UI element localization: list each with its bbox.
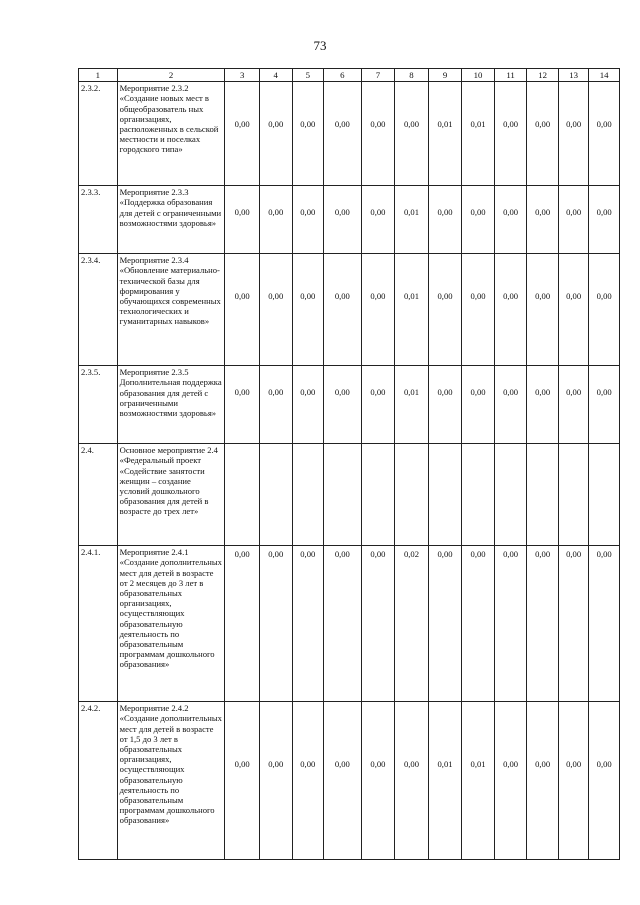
value-cell: [225, 546, 260, 702]
value-cell: [324, 366, 362, 444]
cell-value: 0,00: [535, 119, 551, 130]
value-cell: [292, 444, 324, 546]
cell-value: 0,00: [370, 549, 386, 560]
cell-value: 0,00: [470, 291, 486, 302]
table-row: [79, 444, 620, 546]
value-cell: [558, 546, 589, 702]
value-cell: [428, 444, 462, 546]
cell-value: 0,00: [403, 759, 419, 770]
table-row: [79, 546, 620, 702]
value-cell: [259, 186, 292, 254]
column-header: 4: [259, 69, 292, 82]
table-row: [79, 186, 620, 254]
cell-value: 0,02: [403, 549, 419, 560]
cell-value: 0,00: [535, 549, 551, 560]
column-header: 14: [589, 69, 620, 82]
value-cell: [428, 254, 462, 366]
column-header: 10: [462, 69, 495, 82]
cell-value: 0,00: [437, 291, 453, 302]
value-cell: [428, 82, 462, 186]
header-row: [79, 69, 620, 82]
row-code: 2.4.2.: [79, 702, 118, 860]
value-cell: [361, 186, 395, 254]
cell-value: 0,00: [535, 207, 551, 218]
value-cell: [292, 254, 324, 366]
cell-value: 0,00: [334, 291, 350, 302]
cell-value: 0,00: [234, 549, 250, 560]
row-code: 2.3.4.: [79, 254, 118, 366]
value-cell: [395, 254, 429, 366]
value-cell: [259, 82, 292, 186]
value-cell: [589, 254, 620, 366]
cell-value: 0,00: [470, 549, 486, 560]
column-header: 8: [395, 69, 429, 82]
value-cell: [324, 702, 362, 860]
value-cell: [361, 82, 395, 186]
cell-value: 0,00: [370, 291, 386, 302]
cell-value: 0,00: [437, 387, 453, 398]
cell-value: 0,00: [370, 207, 386, 218]
value-cell: [395, 546, 429, 702]
cell-value: 0,00: [535, 759, 551, 770]
value-cell: [589, 186, 620, 254]
value-cell: [292, 82, 324, 186]
cell-value: 0,00: [300, 759, 316, 770]
value-cell: [527, 702, 559, 860]
table-body: [79, 82, 620, 860]
value-cell: [292, 366, 324, 444]
value-cell: [589, 546, 620, 702]
cell-value: 0,00: [300, 291, 316, 302]
value-cell: [462, 254, 495, 366]
column-header: 5: [292, 69, 324, 82]
value-cell: [259, 366, 292, 444]
cell-value: 0,01: [403, 291, 419, 302]
value-cell: [292, 546, 324, 702]
value-cell: [225, 186, 260, 254]
value-cell: [558, 366, 589, 444]
value-cell: [462, 702, 495, 860]
value-cell: [324, 444, 362, 546]
column-header: 2: [117, 69, 225, 82]
row-title: Мероприятие 2.3.5 Дополнительная поддержка образования для детей с ограниченными возможностями здоровья»: [117, 366, 225, 444]
cell-value: 0,00: [234, 387, 250, 398]
value-cell: [225, 702, 260, 860]
cell-value: 0,00: [535, 291, 551, 302]
value-cell: [558, 186, 589, 254]
column-header: 3: [225, 69, 260, 82]
row-code: 2.4.1.: [79, 546, 118, 702]
cell-value: 0,00: [334, 387, 350, 398]
value-cell: [589, 444, 620, 546]
value-cell: [324, 546, 362, 702]
cell-value: 0,00: [566, 549, 582, 560]
row-title: Мероприятие 2.4.2 «Создание дополнительных мест для детей в возрасте от 1,5 до 3 лет в образовательных организациях, осуществляющих образовательную деятельность по образовательным программам дошкольного образования»: [117, 702, 225, 860]
value-cell: [558, 254, 589, 366]
page-number: 73: [313, 38, 327, 53]
cell-value: 0,00: [535, 387, 551, 398]
cell-value: 0,00: [566, 291, 582, 302]
cell-value: 0,00: [596, 119, 612, 130]
row-code: 2.4.: [79, 444, 118, 546]
cell-value: 0,00: [566, 759, 582, 770]
value-cell: [494, 82, 527, 186]
value-cell: [395, 82, 429, 186]
cell-value: 0,00: [470, 207, 486, 218]
cell-value: 0,01: [403, 387, 419, 398]
value-cell: [462, 546, 495, 702]
column-header: 12: [527, 69, 559, 82]
row-code: 2.3.2.: [79, 82, 118, 186]
cell-value: 0,00: [300, 549, 316, 560]
cell-value: 0,01: [470, 759, 486, 770]
value-cell: [494, 186, 527, 254]
cell-value: 0,00: [503, 387, 519, 398]
cell-value: 0,00: [300, 207, 316, 218]
cell-value: 0,00: [566, 387, 582, 398]
cell-value: 0,00: [234, 207, 250, 218]
value-cell: [225, 82, 260, 186]
value-cell: [494, 366, 527, 444]
cell-value: 0,00: [268, 549, 284, 560]
cell-value: 0,00: [334, 549, 350, 560]
cell-value: 0,00: [503, 119, 519, 130]
value-cell: [225, 366, 260, 444]
value-cell: [558, 444, 589, 546]
cell-value: 0,00: [234, 119, 250, 130]
data-table: [78, 68, 620, 860]
value-cell: [395, 186, 429, 254]
value-cell: [395, 444, 429, 546]
value-cell: [558, 82, 589, 186]
value-cell: [361, 366, 395, 444]
value-cell: [259, 546, 292, 702]
cell-value: 0,01: [403, 207, 419, 218]
cell-value: 0,00: [566, 119, 582, 130]
cell-value: 0,00: [503, 291, 519, 302]
cell-value: 0,00: [370, 119, 386, 130]
row-title: Основное мероприятие 2.4 «Федеральный проект «Содействие занятости женщин – создание условий дошкольного образования для детей в возрасте до трех лет»: [117, 444, 225, 546]
cell-value: 0,00: [596, 549, 612, 560]
cell-value: 0,00: [596, 759, 612, 770]
value-cell: [527, 254, 559, 366]
cell-value: 0,01: [470, 119, 486, 130]
value-cell: [292, 702, 324, 860]
cell-value: 0,00: [596, 207, 612, 218]
value-cell: [428, 186, 462, 254]
value-cell: [292, 186, 324, 254]
value-cell: [462, 444, 495, 546]
cell-value: 0,00: [503, 207, 519, 218]
row-title: Мероприятие 2.3.3 «Поддержка образования для детей с ограниченными возможностями здоровья»: [117, 186, 225, 254]
value-cell: [361, 546, 395, 702]
column-header: 7: [361, 69, 395, 82]
value-cell: [259, 444, 292, 546]
value-cell: [225, 444, 260, 546]
value-cell: [361, 702, 395, 860]
value-cell: [558, 702, 589, 860]
cell-value: 0,00: [268, 387, 284, 398]
value-cell: [324, 186, 362, 254]
cell-value: 0,00: [503, 549, 519, 560]
value-cell: [462, 82, 495, 186]
cell-value: 0,01: [437, 119, 453, 130]
value-cell: [494, 546, 527, 702]
table-row: [79, 82, 620, 186]
value-cell: [361, 444, 395, 546]
value-cell: [324, 82, 362, 186]
value-cell: [462, 366, 495, 444]
cell-value: 0,01: [437, 759, 453, 770]
value-cell: [527, 82, 559, 186]
cell-value: 0,00: [268, 119, 284, 130]
row-title: Мероприятие 2.3.2 «Создание новых мест в общеобразователь ных организациях, расположенных в сельской местности и поселках городского типа»: [117, 82, 225, 186]
cell-value: 0,00: [234, 759, 250, 770]
row-title: Мероприятие 2.3.4 «Обновление материально-технической базы для формирования у обучающихся современных технологических и гуманитарных навыков»: [117, 254, 225, 366]
cell-value: 0,00: [334, 207, 350, 218]
value-cell: [494, 702, 527, 860]
table-row: [79, 366, 620, 444]
value-cell: [589, 702, 620, 860]
value-cell: [395, 366, 429, 444]
column-header: 13: [558, 69, 589, 82]
value-cell: [589, 366, 620, 444]
value-cell: [361, 254, 395, 366]
cell-value: 0,00: [437, 549, 453, 560]
table-row: [79, 254, 620, 366]
value-cell: [527, 546, 559, 702]
value-cell: [225, 254, 260, 366]
cell-value: 0,00: [234, 291, 250, 302]
value-cell: [259, 702, 292, 860]
value-cell: [527, 444, 559, 546]
value-cell: [259, 254, 292, 366]
cell-value: 0,00: [370, 759, 386, 770]
column-header: 1: [79, 69, 118, 82]
cell-value: 0,00: [503, 759, 519, 770]
row-code: 2.3.5.: [79, 366, 118, 444]
value-cell: [395, 702, 429, 860]
column-header: 11: [494, 69, 527, 82]
row-code: 2.3.3.: [79, 186, 118, 254]
column-header: 6: [324, 69, 362, 82]
value-cell: [462, 186, 495, 254]
cell-value: 0,00: [596, 291, 612, 302]
cell-value: 0,00: [370, 387, 386, 398]
row-title: Мероприятие 2.4.1 «Создание дополнительных мест для детей в возрасте от 2 месяцев до 3 лет в образовательных организациях, осуществляющих образовательную деятельность по образовательным программам дошкольного образования»: [117, 546, 225, 702]
cell-value: 0,00: [403, 119, 419, 130]
value-cell: [324, 254, 362, 366]
value-cell: [589, 82, 620, 186]
value-cell: [494, 444, 527, 546]
value-cell: [494, 254, 527, 366]
value-cell: [428, 702, 462, 860]
cell-value: 0,00: [300, 119, 316, 130]
cell-value: 0,00: [437, 207, 453, 218]
cell-value: 0,00: [566, 207, 582, 218]
cell-value: 0,00: [300, 387, 316, 398]
cell-value: 0,00: [596, 387, 612, 398]
value-cell: [428, 366, 462, 444]
value-cell: [527, 366, 559, 444]
cell-value: 0,00: [268, 291, 284, 302]
cell-value: 0,00: [470, 387, 486, 398]
cell-value: 0,00: [268, 207, 284, 218]
column-header: 9: [428, 69, 462, 82]
cell-value: 0,00: [334, 759, 350, 770]
value-cell: [527, 186, 559, 254]
table-row: [79, 702, 620, 860]
cell-value: 0,00: [334, 119, 350, 130]
cell-value: 0,00: [268, 759, 284, 770]
value-cell: [428, 546, 462, 702]
